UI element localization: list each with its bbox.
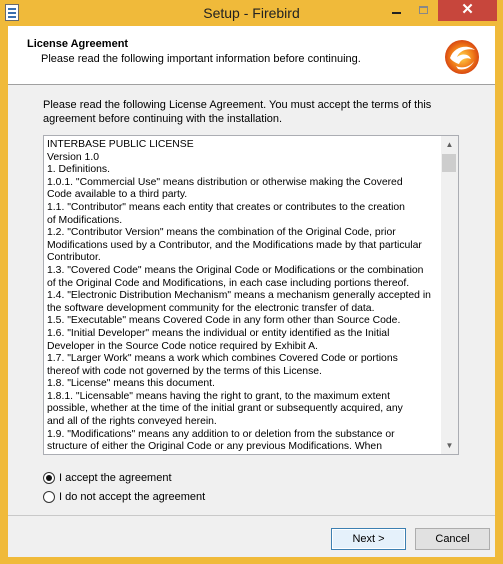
license-line: INTERBASE PUBLIC LICENSE: [47, 139, 194, 150]
license-line: 1.2. "Contributor Version" means the combination of the Original Code, prior: [47, 227, 396, 239]
wizard-header: [8, 26, 495, 85]
scroll-up-arrow-icon[interactable]: ▲: [445, 140, 454, 149]
license-line: Developer in the Source Code notice required by Exhibit A.: [47, 340, 318, 352]
firebird-logo-icon: [442, 36, 482, 76]
maximize-button[interactable]: [410, 0, 438, 21]
license-line: 1.5. "Executable" means Covered Code in any form other than Source Code.: [47, 315, 401, 327]
license-line: 1.7. "Larger Work" means a work which combines Covered Code or portions: [47, 353, 398, 365]
license-line: 1. Definitions.: [47, 164, 110, 176]
cancel-button[interactable]: Cancel: [415, 528, 490, 550]
license-line: Contributor.: [47, 252, 101, 264]
setup-wizard-page: [8, 26, 495, 557]
decline-label[interactable]: I do not accept the agreement: [59, 491, 206, 503]
license-line: Modifications used by a Contributor, and the Modifications made by that particular: [47, 239, 422, 251]
license-text-box[interactable]: [43, 135, 459, 455]
decline-radio-button[interactable]: [43, 491, 55, 503]
license-line: 1.8. "License" means this document.: [47, 378, 215, 390]
license-line: 1.0.1. "Commercial Use" means distribution or otherwise making the Covered: [47, 176, 403, 188]
license-line: Code available to a third party.: [47, 189, 188, 201]
license-text: [45, 137, 440, 453]
page-subtitle: Please read the following important information before continuing.: [41, 53, 361, 65]
instructions-text: Please read the following License Agreement. You must accept the terms of this agreement before continuing with the installation.: [43, 99, 432, 125]
license-line: 1.4. "Electronic Distribution Mechanism" means a mechanism generally accepted in: [47, 290, 431, 302]
license-line: of the Original Code and Modifications, in each case including portions thereof.: [47, 277, 410, 289]
minimize-button[interactable]: [382, 0, 410, 21]
license-line: Version 1.0: [47, 151, 99, 163]
license-line: 1.1. "Contributor" means each entity that creates or contributes to the creation: [47, 201, 405, 213]
next-button[interactable]: Next >: [331, 528, 406, 550]
decline-option[interactable]: [43, 489, 205, 505]
license-line: 1.8.1. "Licensable" means having the right to grant, to the maximum extent: [47, 390, 390, 402]
scrollbar-thumb[interactable]: [442, 154, 456, 172]
license-line: 1.9. "Modifications" means any addition to or deletion from the substance or: [47, 428, 395, 440]
scroll-down-arrow-icon[interactable]: ▼: [445, 441, 454, 450]
license-line: of Modifications.: [47, 214, 123, 226]
window-title: Setup - Firebird: [203, 5, 300, 21]
license-line: thereof with code not governed by the terms of this License.: [47, 365, 322, 377]
page-title: License Agreement: [27, 38, 129, 50]
accept-label[interactable]: I accept the agreement: [59, 472, 172, 484]
license-line: structure of either the Original Code or any previous Modifications. When: [47, 441, 382, 453]
vertical-scrollbar[interactable]: [441, 136, 458, 454]
license-line: possible, whether at the time of the initial grant or subsequently acquired, any: [47, 403, 403, 415]
accept-option[interactable]: [43, 470, 172, 486]
license-line: 1.3. "Covered Code" means the Original Code or Modifications or the combination: [47, 264, 424, 276]
license-line: and all of the rights conveyed herein.: [47, 416, 217, 428]
license-line: the software development community for the electronic transfer of data.: [47, 302, 375, 314]
footer-divider: [8, 515, 495, 516]
license-line: 1.6. "Initial Developer" means the individual or entity identified as the Initial: [47, 327, 390, 339]
close-button[interactable]: ✕: [438, 0, 497, 21]
title-bar: [0, 0, 503, 26]
accept-radio-button[interactable]: [43, 472, 55, 484]
